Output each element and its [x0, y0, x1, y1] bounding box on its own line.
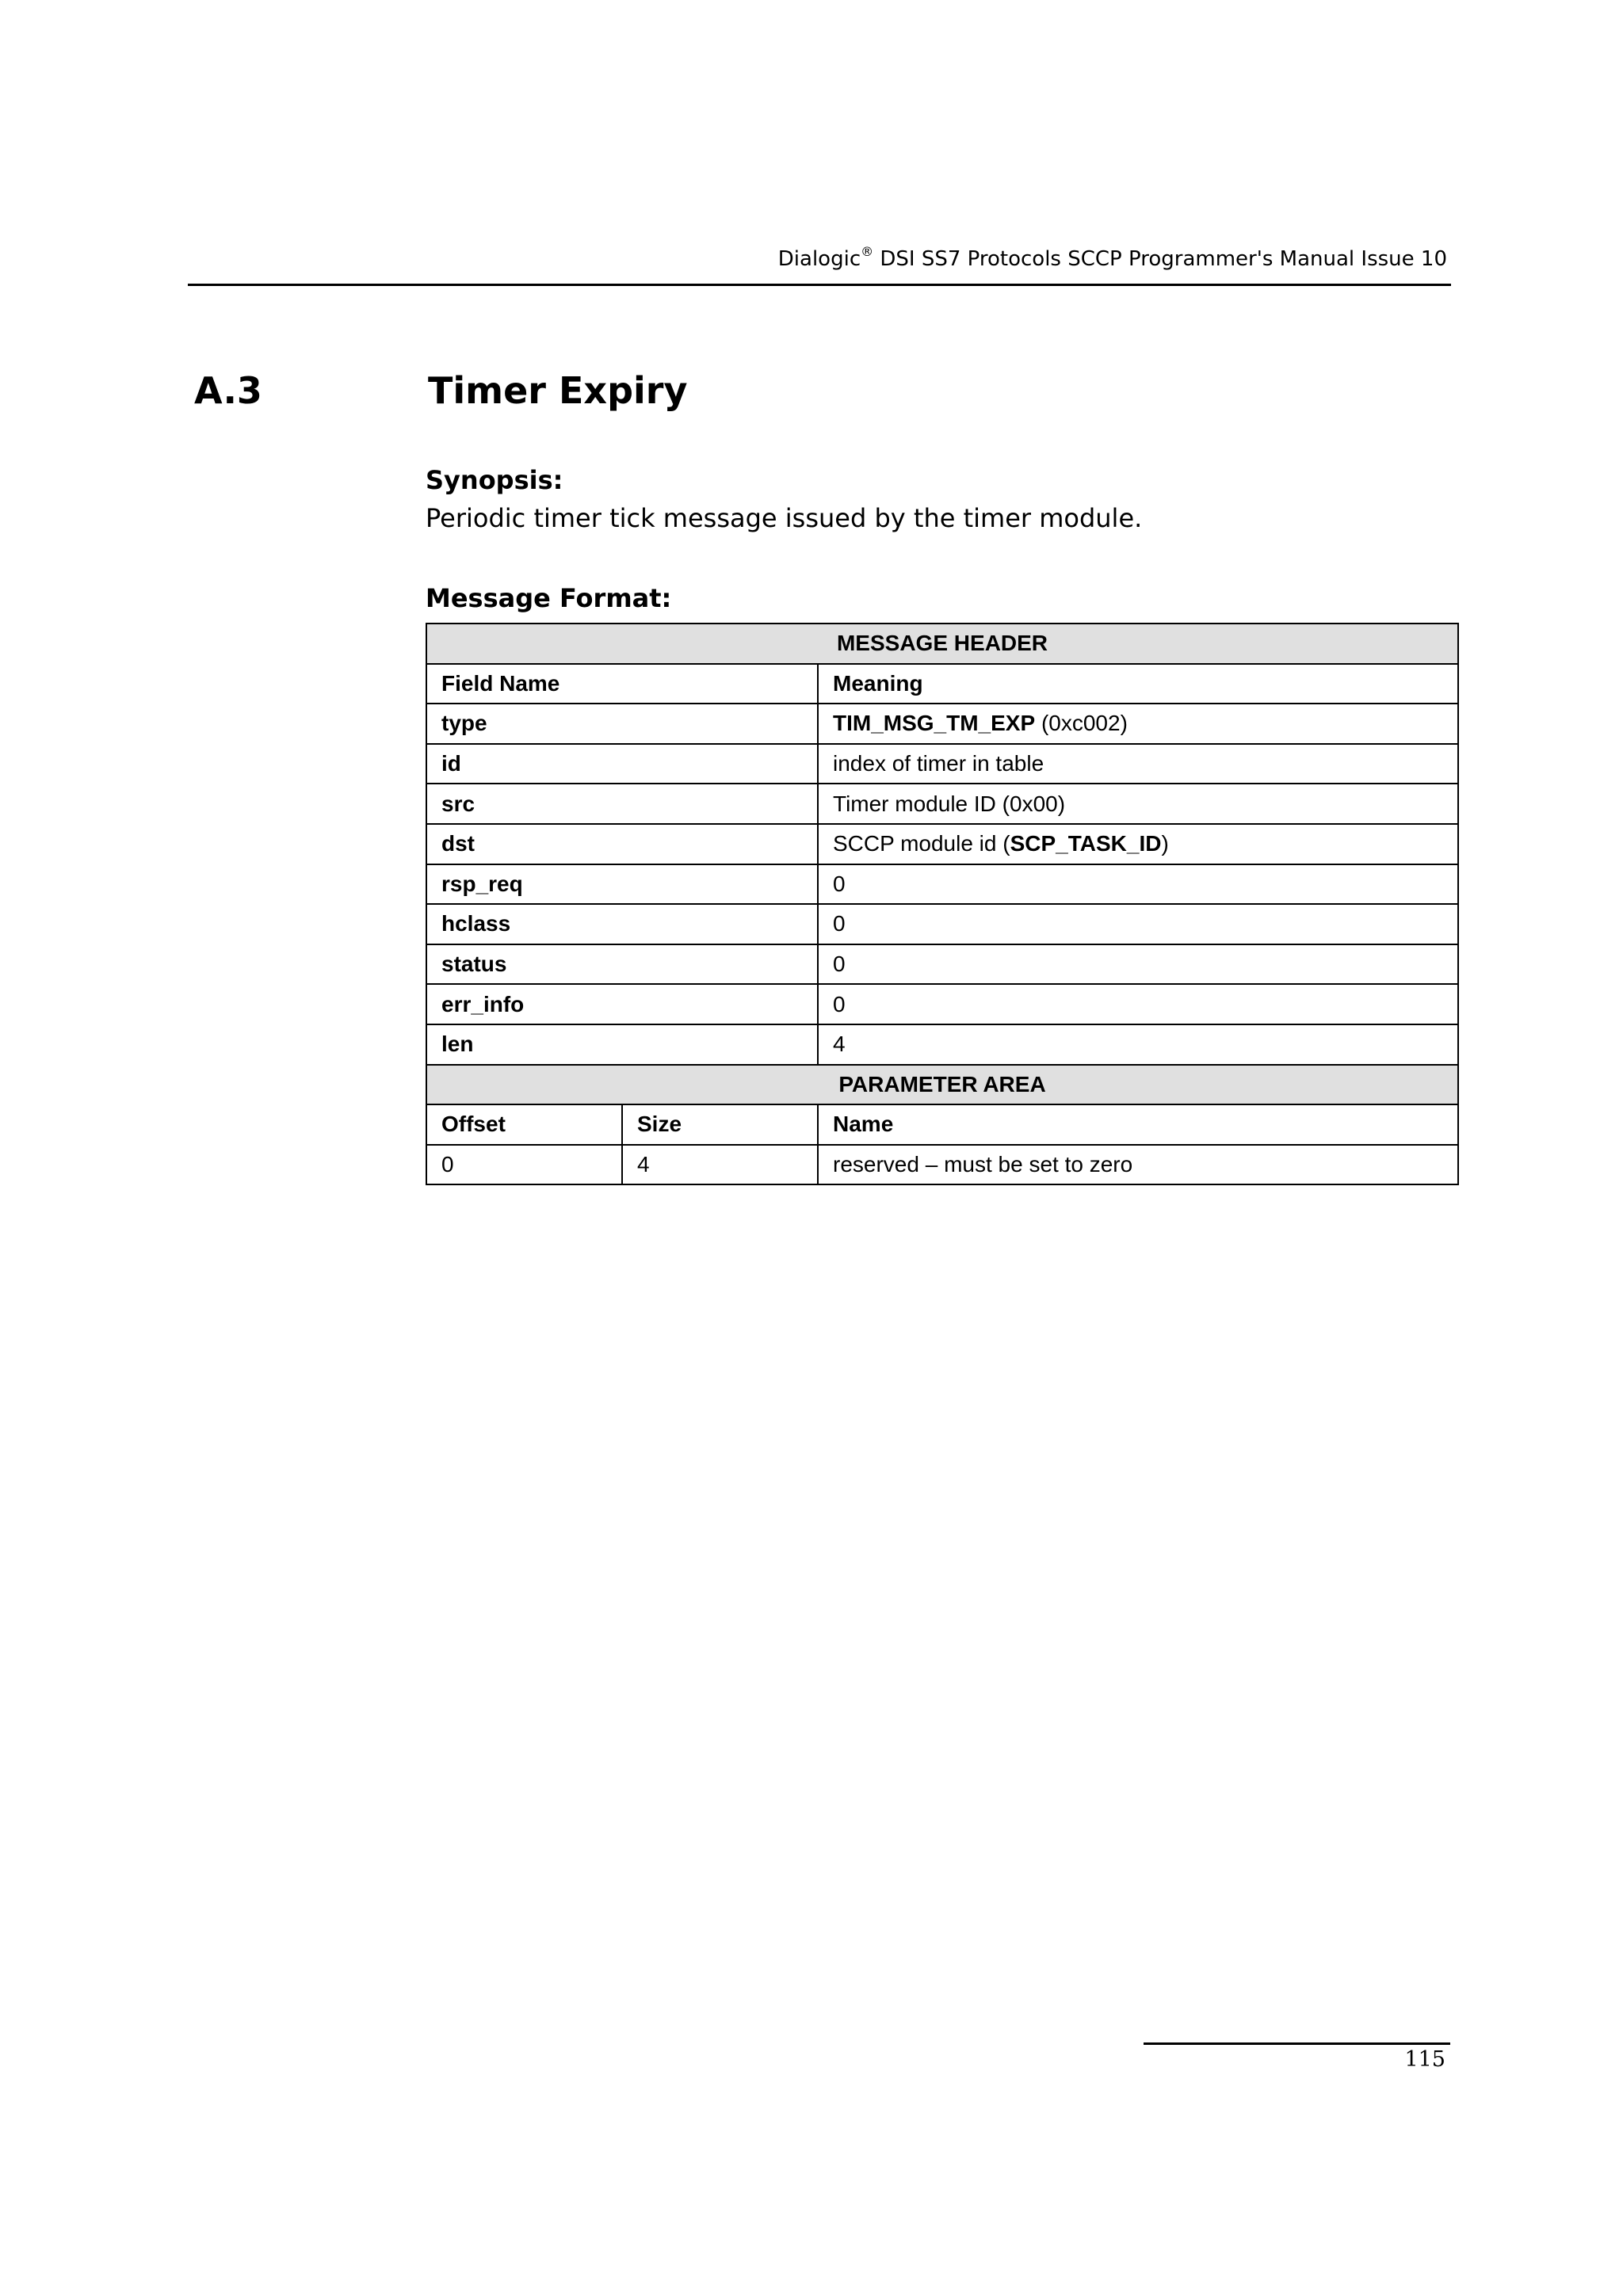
header-band-row — [426, 624, 1458, 664]
param-row — [426, 1145, 1458, 1185]
message-format-table — [426, 623, 1459, 1185]
meaning-cell: index of timer in table — [818, 744, 1458, 784]
field-name-cell: status — [426, 944, 818, 985]
meaning-cell: 4 — [818, 1024, 1458, 1065]
field-name-cell: len — [426, 1024, 818, 1065]
offset-cell: 0 — [426, 1145, 622, 1185]
meaning-cell: 0 — [818, 944, 1458, 985]
field-name-column-header: Field Name — [426, 664, 818, 704]
param-columns-row — [426, 1104, 1458, 1145]
table-row — [426, 824, 1458, 864]
table-row — [426, 984, 1458, 1024]
table-row — [426, 744, 1458, 784]
meaning-bold-text: TIM_MSG_TM_EXP — [833, 711, 1036, 736]
meaning-cell — [818, 704, 1458, 744]
meaning-cell: 0 — [818, 984, 1458, 1024]
name-cell: reserved – must be set to zero — [818, 1145, 1458, 1185]
field-name-cell: id — [426, 744, 818, 784]
name-column-header: Name — [818, 1104, 1458, 1145]
table-row — [426, 944, 1458, 985]
size-cell: 4 — [622, 1145, 818, 1185]
meaning-column-header: Meaning — [818, 664, 1458, 704]
field-name-cell: type — [426, 704, 818, 744]
offset-column-header: Offset — [426, 1104, 622, 1145]
meaning-cell: 0 — [818, 904, 1458, 944]
running-header-title: DSI SS7 Protocols SCCP Programmer's Manual Issue 10 — [873, 247, 1447, 271]
size-column-header: Size — [622, 1104, 818, 1145]
footer-rule — [1144, 2042, 1450, 2045]
header-rule — [188, 284, 1451, 286]
synopsis-text: Periodic timer tick message issued by the timer module. — [426, 503, 1143, 533]
header-columns-row — [426, 664, 1458, 704]
synopsis-label: Synopsis: — [426, 465, 563, 495]
table-row — [426, 904, 1458, 944]
table-row — [426, 864, 1458, 905]
table-row — [426, 704, 1458, 744]
meaning-cell: 0 — [818, 864, 1458, 905]
field-name-cell: dst — [426, 824, 818, 864]
running-header — [777, 244, 1447, 271]
message-header-band: MESSAGE HEADER — [426, 624, 1458, 664]
parameter-area-band: PARAMETER AREA — [426, 1065, 1458, 1105]
field-name-cell: hclass — [426, 904, 818, 944]
meaning-text: (0xc002) — [1035, 711, 1128, 736]
meaning-bold-text: SCP_TASK_ID — [1010, 831, 1162, 856]
page-number: 115 — [1404, 2047, 1445, 2072]
field-name-cell: err_info — [426, 984, 818, 1024]
table-row — [426, 784, 1458, 824]
section-title: Timer Expiry — [428, 369, 688, 412]
section-number: A.3 — [194, 369, 262, 412]
meaning-cell — [818, 824, 1458, 864]
meaning-cell: Timer module ID (0x00) — [818, 784, 1458, 824]
field-name-cell: rsp_req — [426, 864, 818, 905]
meaning-text: SCCP module id ( — [833, 831, 1010, 856]
registered-mark: ® — [861, 244, 874, 259]
running-header-brand: Dialogic — [777, 247, 861, 271]
field-name-cell: src — [426, 784, 818, 824]
param-band-row — [426, 1065, 1458, 1105]
meaning-text: ) — [1161, 831, 1169, 856]
table-row — [426, 1024, 1458, 1065]
message-format-label: Message Format: — [426, 583, 672, 613]
